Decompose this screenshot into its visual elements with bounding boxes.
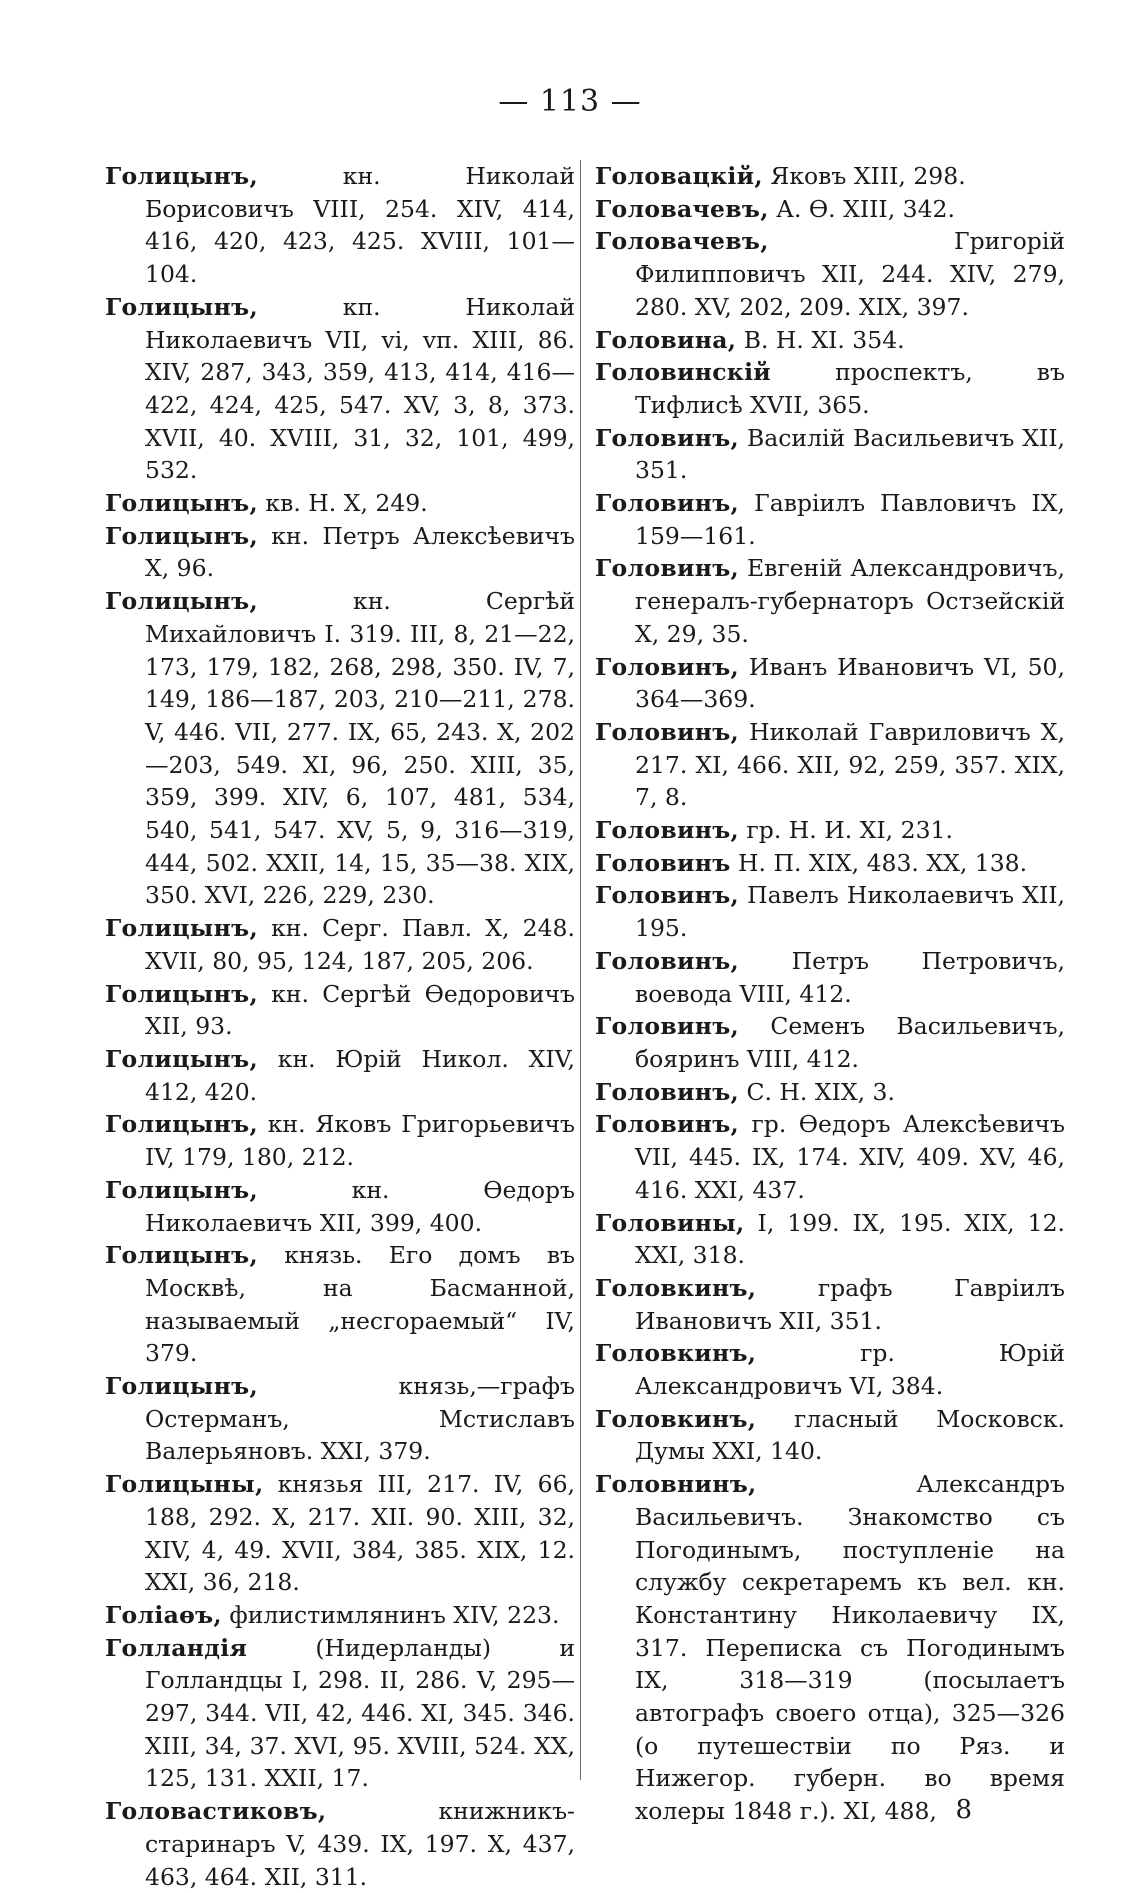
entry-references: кн. Сергѣй Михайловичъ I. 319. III, 8, 21—22, 173, 179, 182, 268, 298, 350. IV, 7, 149, 186—187, 203, 210—211, 278. V, 446. VII, 277. IX, 65, 243. X, 202—203, 549. XI, 96, 250. XIII, 35, 359, 399. XIV, 6, 107, 481, 534, 540, 541, 547. XV, 5, 9, 316—319, 444, 502. XXII, 14, 15, 35—38. XIX, 350. XVI, 226, 229, 230. (145, 587, 575, 910)
entry-references: С. Н. XIX, 3. (746, 1077, 895, 1106)
entry-heading: Головкинъ, (595, 1404, 757, 1433)
entry-references: А. Ө. XIII, 342. (776, 194, 955, 223)
index-entry (595, 1468, 1065, 1828)
entry-references: Н. П. XIX, 483. XX, 138. (738, 848, 1028, 877)
entry-references: I, 199. IX, 195. XIX, 12. XXI, 318. (635, 1208, 1065, 1270)
entry-references: проспектъ, въ Тифлисѣ XVII, 365. (635, 358, 1065, 419)
index-entry (595, 1272, 1065, 1337)
entry-references: кн. Юрій Никол. XIV, 412, 420. (145, 1044, 575, 1106)
entry-heading: Головнинъ, (595, 1470, 757, 1499)
index-entry (105, 1795, 575, 1893)
entry-references: Николай Гавриловичъ X, 217. XI, 466. XII, 92, 259, 357. XIX, 7, 8. (635, 717, 1065, 812)
index-entry (105, 1632, 575, 1796)
entry-references: кн. Серг. Павл. X, 248. XVII, 80, 95, 124, 187, 205, 206. (145, 914, 575, 975)
index-entry (595, 422, 1065, 487)
index-entry (595, 945, 1065, 1010)
entry-heading: Голицынъ, (105, 1372, 258, 1401)
entry-heading: Голицынъ, (105, 162, 258, 190)
index-entry (595, 1108, 1065, 1206)
entry-heading: Головачевъ, (595, 194, 769, 223)
entry-heading: Головинъ, (595, 1012, 740, 1041)
index-entry (105, 1468, 575, 1599)
index-entry (105, 912, 575, 977)
index-entry (595, 225, 1065, 323)
entry-heading: Голицынъ, (105, 292, 258, 321)
index-column-left (105, 160, 575, 1893)
entry-references: Григорій Филипповичъ XII, 244. XIV, 279, 280. XV, 202, 209. XIX, 397. (635, 227, 1065, 321)
entry-references: кн. Петръ Алексѣевичъ X, 96. (145, 521, 575, 583)
entry-heading: Головинъ, (595, 881, 740, 910)
entry-heading: Головинъ, (595, 423, 740, 452)
signature-mark: 8 (955, 1795, 972, 1825)
entry-heading: Голицынъ, (105, 1110, 258, 1139)
entry-heading: Голіаөъ, (105, 1600, 222, 1629)
index-entry (105, 1043, 575, 1108)
entry-references: Василій Васильевичъ XII, 351. (635, 423, 1065, 485)
entry-heading: Голицынъ, (105, 489, 258, 518)
entry-references: Яковъ XIII, 298. (770, 162, 966, 190)
entry-heading: Головкинъ, (595, 1273, 757, 1302)
entry-references: Петръ Петровичъ, воевода VIII, 412. (635, 946, 1065, 1008)
entry-heading: Голицынъ, (105, 1241, 258, 1270)
entry-heading: Головинъ, (595, 1077, 740, 1106)
index-entry (105, 520, 575, 585)
index-entry (595, 193, 1065, 226)
index-entry (105, 1108, 575, 1173)
entry-references: гласный Московск. Думы XXI, 140. (635, 1404, 1065, 1466)
entry-heading: Голицынъ, (105, 1175, 258, 1204)
index-entry (595, 160, 1065, 193)
entry-heading: Головачевъ, (595, 227, 769, 256)
index-entry (595, 1337, 1065, 1402)
entry-heading: Головинъ, (595, 816, 740, 845)
entry-heading: Головинъ, (595, 717, 740, 746)
entry-references: Гавріилъ Павловичъ IX, 159—161. (635, 489, 1065, 550)
entry-heading: Головинскій (595, 358, 772, 387)
entry-heading: Головины, (595, 1208, 745, 1237)
entry-heading: Головацкій, (595, 162, 763, 190)
entry-references: Иванъ Ивановичъ VI, 50, 364—369. (635, 652, 1065, 714)
entry-heading: Головинъ, (595, 489, 740, 518)
index-entry (595, 651, 1065, 716)
index-entry (105, 1599, 575, 1632)
entry-references: филистимлянинъ XIV, 223. (229, 1600, 560, 1629)
index-entry (105, 978, 575, 1043)
entry-references: князь,—графъ Остерманъ, Мстиславъ Валерьяновъ. XXI, 379. (145, 1372, 575, 1466)
entry-references: Семенъ Васильевичъ, бояринъ VIII, 412. (635, 1012, 1065, 1073)
entry-heading: Голицынъ, (105, 914, 258, 943)
entry-heading: Голицынъ, (105, 521, 258, 550)
index-entry (595, 1076, 1065, 1109)
entry-references: графъ Гавріилъ Ивановичъ XII, 351. (635, 1273, 1065, 1335)
entry-heading: Головина, (595, 325, 737, 354)
entry-references: гр. Н. И. XI, 231. (746, 816, 953, 845)
entry-references: книжникъ-старинаръ V, 439. IX, 197. X, 437, 463, 464. XII, 311. (145, 1797, 575, 1891)
index-entry (105, 487, 575, 520)
index-entry (105, 291, 575, 487)
entry-heading: Головкинъ, (595, 1339, 757, 1368)
index-entry (595, 1403, 1065, 1468)
entry-references: Евгеній Александровичъ, генералъ-губернаторъ Остзейскій X, 29, 35. (635, 554, 1065, 648)
entry-heading: Голицынъ, (105, 587, 258, 616)
entry-heading: Голицыны, (105, 1470, 264, 1499)
entry-references: кн. Өедоръ Николаевичъ XII, 399, 400. (145, 1175, 575, 1237)
entry-references: гр. Юрій Александровичъ VI, 384. (635, 1339, 1065, 1401)
entry-references: (Нидерланды) и Голландцы I, 298. II, 286. V, 295—297, 344. VII, 42, 446. XI, 345. 346. XIII, 34, 37. XVI, 95. XVIII, 524. XX, 125, 131. XXII, 17. (145, 1633, 575, 1793)
entry-heading: Головинъ (595, 848, 731, 877)
entry-references: В. Н. XI. 354. (743, 325, 905, 354)
entry-references: Александръ Васильевичъ. Знакомство съ Погодинымъ, поступленіе на службу секретаремъ къ вел. кн. Константину Николаевичу IX, 317. Переписка съ Погодинымъ IX, 318—319 (посылаетъ автографъ своего отца), 325—326 (о путешествіи по Ряз. и Нижегор. губерн. во время холеры 1848 г.). XI, 488, (635, 1470, 1065, 1826)
index-entry (595, 356, 1065, 421)
entry-references: кн. Яковъ Григорьевичъ IV, 179, 180, 212. (145, 1110, 575, 1172)
entry-references: князь. Его домъ въ Москвѣ, на Басманной, называемый „несгораемый“ IV, 379. (145, 1241, 575, 1368)
entry-heading: Головастиковъ, (105, 1797, 327, 1826)
entry-heading: Голицынъ, (105, 979, 258, 1008)
index-entry (105, 160, 575, 291)
index-entry (595, 324, 1065, 357)
index-entry (595, 814, 1065, 847)
index-entry (105, 1239, 575, 1370)
index-entry (595, 1207, 1065, 1272)
index-entry (595, 716, 1065, 814)
index-entry (105, 585, 575, 912)
index-entry (595, 552, 1065, 650)
entry-references: кн. Сергѣй Өедоровичъ XII, 93. (145, 979, 575, 1041)
index-entry (105, 1370, 575, 1468)
column-divider (580, 160, 581, 1780)
entry-references: Павелъ Николаевичъ XII, 195. (635, 881, 1065, 943)
entry-heading: Головинъ, (595, 652, 740, 681)
entry-references: кп. Николай Николаевичъ VII, vi, vп. XIII, 86. XIV, 287, 343, 359, 413, 414, 416—422, 424, 425, 547. XV, 3, 8, 373. XVII, 40. XVIII, 31, 32, 101, 499, 532. (145, 292, 575, 485)
index-entry (595, 879, 1065, 944)
entry-heading: Головинъ, (595, 554, 740, 583)
page-number: — 113 — (498, 84, 642, 119)
index-column-right (595, 160, 1065, 1828)
entry-heading: Головинъ, (595, 946, 740, 975)
entry-heading: Голландія (105, 1633, 248, 1662)
entry-references: гр. Өедоръ Алексѣевичъ VII, 445. IX, 174. XIV, 409. XV, 46, 416. XXI, 437. (635, 1110, 1065, 1204)
index-entry (595, 1010, 1065, 1075)
entry-heading: Голицынъ, (105, 1044, 258, 1073)
entry-heading: Головинъ, (595, 1110, 740, 1139)
entry-references: князья III, 217. IV, 66, 188, 292. X, 217. XII. 90. XIII, 32, XIV, 4, 49. XVII, 384, 385. XIX, 12. XXI, 36, 218. (145, 1470, 575, 1597)
entry-references: кн. Николай Борисовичъ VIII, 254. XIV, 414, 416, 420, 423, 425. XVIII, 101—104. (145, 162, 575, 289)
index-entry (595, 847, 1065, 880)
index-entry (595, 487, 1065, 552)
index-entry (105, 1174, 575, 1239)
entry-references: кв. Н. X, 249. (265, 489, 428, 518)
